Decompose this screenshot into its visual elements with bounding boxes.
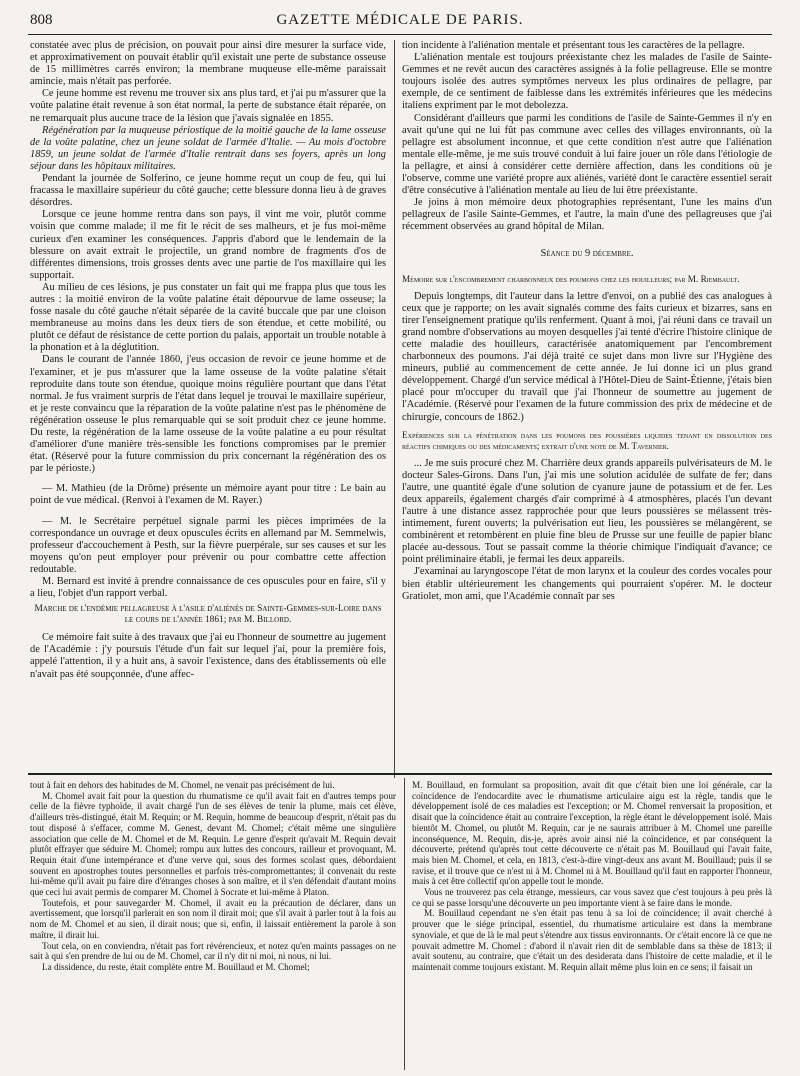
page-number: 808 [30, 12, 53, 28]
session-heading: Séance du 9 décembre. [540, 247, 634, 259]
paragraph: Lorsque ce jeune homme rentra dans son pays, il vint me voir, plutôt comme voisin que comme malade; il me fit le récit de ses malheurs, et je fus moi-même curieux d'en examiner les conséquences. J'appris d'abord que le lendemain de la blessure on avait extrait le projectile, un grand nombre de fragments d'os de différentes dimensions, trois grosses dents avec une partie de l'os maxillaire qui les supportait. [30, 209, 386, 281]
paragraph: Considérant d'ailleurs que parmi les conditions de l'asile de Sainte-Gemmes il n'y en avait qu'une qui ne lui fût pas commune avec celles des villages environnants, où la pellagre est absolument inconnue, et que cette condition n'est autre que l'aliénation mentale elle-même, je me suis trouvé conduit à lui faire jouer un rôle dans l'étiologie de la pellagre, et ainsi à considérer cette dernière affection, dans les conditions où je l'observe, comme une variété propre aux aliénés, variété dont le caractère essentiel serait d'être consécutive à l'aliénation mentale au lieu de lui être préexistante. [402, 112, 772, 197]
paragraph: M. Bouillaud, en formulant sa proposition, avait dit que c'était bien une loi générale, car la coïncidence de l'endocardite avec le rhumatisme articulaire aigu est la règle, tandis que le développement isolé de ces maladies est l'exception; or M. Chomel renversait la proposition, et disait que la coïncidence était au contraire l'exception, la règle étant le développement isolé. Mais bientôt M. Chomel, ou plutôt M. Requin, car je ne saurais attribuer à M. Chomel une pareille inconséquence, M. Requin, dis-je, après avoir ainsi nié la coïncidence, et par conséquent la découverte, prétend qu'après tout cette découverte ce n'était pas M. Bouillaud qui l'avait faite, mais bien M. Chomel, et cela, en 1813, c'est-à-dire vingt-deux ans avant M. Bouillaud; puis il se ravise, et il trouve que ce n'est ni à M. Chomel ni à M. Bouillaud qu'il faut en rapporter l'honneur, mais à cet être collectif qu'on appelle tout le monde. [412, 780, 772, 887]
paragraph: Ce jeune homme est revenu me trouver six ans plus tard, et j'ai pu m'assurer que la voûte palatine était revenue à son état normal, la perte de substance était réparée, on ne remarquait plus aucune trace de la lésion que j'avais signalée en 1855. [30, 88, 386, 124]
paragraph: M. Bernard est invité à prendre connaissance de ces opuscules pour en faire, s'il y a lieu, l'objet d'un rapport verbal. [30, 576, 386, 600]
paragraph: — M. Mathieu (de la Drôme) présente un mémoire ayant pour titre : Le bain au point de vue médical. (Renvoi à l'examen de M. Rayer.) [30, 483, 386, 507]
paragraph: tout à fait en dehors des habitudes de M. Chomel, ne venait pas précisément de lui. [30, 780, 335, 790]
paragraph: Dans le courant de l'année 1860, j'eus occasion de revoir ce jeune homme et de l'examiner, et je pus m'assurer que la lame osseuse de la voûte palatine s'était reproduite dans toute son étendue, quoique moins régulière pourtant que dans l'état normal. Je fus vraiment surpris de l'état dans lequel je trouvai le maxillaire supérieur, et je reste convaincu que la réparation de la voûte palatine n'est pas le phénomène de régénération osseuse le plus remarquable qui se soit produit chez ce jeune homme. Du reste, la régénération de la lame osseuse de la voûte palatine a eu pour résultat d'améliorer d'une manière très-sensible les fonctions compromises par le premier état. (Réservé pour la future commission du prix concernant la régénération des os par le périoste.) [30, 354, 386, 475]
paragraph: L'aliénation mentale est toujours préexistante chez les malades de l'asile de Sainte-Gemmes et ne revêt aucun des caractères assignés à la folie pellagreuse. Elle se montre toujours isolée des autres symptômes nerveux les plus ordinaires de pellagre, par exemple, de ce sentiment de faiblesse dans les extrémités inférieures que les médecins italiens expriment par le mot debolezza. [402, 52, 772, 112]
paragraph: La dissidence, du reste, était complète entre M. Bouillaud et M. Chomel; [42, 961, 310, 972]
paragraph: Je joins à mon mémoire deux photographies représentant, l'une les mains d'un pellagreux de l'asile Sainte-Gemmes, et l'autre, la main d'une des pellagreuses que j'ai récemment observées au grand hôpital de Milan. [402, 197, 772, 233]
page-header [28, 8, 772, 35]
paragraph: Depuis longtemps, dit l'auteur dans la lettre d'envoi, on a publié des cas analogues à ceux que je rapporte; on les avait signalés comme des faits curieux et bizarres, sans en tirer l'enseignement pratique qu'ils renferment. Quant à moi, j'ai réuni dans ce travail un grand nombre d'observations au moyen desquelles j'ai tenté d'écrire l'histoire clinique de cette maladie des houilleurs, caractérisée anatomiquement par l'encombrement charbonneux des poumons. J'ai déjà traité ce sujet dans mon livre sur l'Hygiène des mineurs, publié au commencement de cette année. Je lui donne ici un plus grand développement. Chargé d'un service médical à l'Hôtel-Dieu de Saint-Étienne, j'étais bien placé pour m'occuper du travail que j'ai l'honneur de soumettre au jugement de l'Académie. (Réservé pour l'examen de la future commission des prix de médecine et de chirurgie, concours de 1862.) [402, 290, 772, 423]
paragraph: Vous ne trouverez pas cela étrange, messieurs, car vous savez que c'est toujours à peu près là ce qui se passe lorsqu'une découverte un peu importante vient à se faire dans le monde. [412, 887, 772, 908]
paragraph: tion incidente à l'aliénation mentale et présentant tous les caractères de la pellagre. [402, 40, 745, 51]
paragraph: Toutefois, et pour sauvegarder M. Chomel, il avait eu la précaution de déclarer, dans un avertissement, que lorsqu'il parlerait en son nom il dirait moi; que s'il avait à parler tout à la fois au nom de M. Chomel et au sien, il dirait nous; que si, enfin, il laissait entièrement la parole à son maître, il dirait lui. [30, 897, 396, 940]
paragraph: — M. le Secrétaire perpétuel signale parmi les pièces imprimées de la correspondance un ouvrage et deux opuscules écrits en allemand par M. Semmelwis, professeur d'accouchement à Pesth, sur la fièvre puerpérale, sur ses causes et sur les moyens qu'on peut employer pour prévenir ou pour combattre cette affection redoutable. [30, 515, 386, 575]
article-heading: Expériences sur la pénétration dans les poumons des poussières liquides tenant en dissolution des réactifs chimiques ou des médicaments; extrait d'une note de M. Tavernier. [402, 429, 772, 451]
subsection-title: Régénération par la muqueuse périostique de la moitié gauche de la lame osseuse de la voûte palatine, chez un jeune soldat de l'armée d'Italie. — Au mois d'octobre 1859, un jeune soldat de l'armée d'Italie rentrait dans ses foyers, après un long séjour dans les hôpitaux militaires. [30, 124, 386, 172]
lower-right-column [412, 780, 772, 1070]
journal-title: GAZETTE MÉDICALE DE PARIS. [276, 12, 524, 28]
column-divider [394, 40, 395, 778]
paragraph: constatée avec plus de précision, on pouvait pour ainsi dire mesurer la surface vide, et approximativement on pouvait établir qu'il existait une perte de substance osseuse de 15 millimètres carrés environ; la membrane muqueuse elle-même paraissait amincie, mais n'était pas perforée. [30, 40, 386, 88]
column-divider [404, 778, 405, 1070]
paragraph: Tout cela, on en conviendra, n'était pas fort révérencieux, et notez qu'en maints passages on ne sait à qui s'en prendre de lui ou de M. Chomel, car il n'y dit ni moi, ni nous, ni lui. [30, 940, 396, 962]
paragraph: Pendant la journée de Solferino, ce jeune homme reçut un coup de feu, qui lui fracassa le maxillaire supérieur du côté gauche; cette blessure donna lieu à de graves désordres. [30, 173, 386, 209]
article-heading: Mémoire sur l'encombrement charbonneux des poumons chez les houilleurs; par M. Riembault. [402, 273, 740, 284]
upper-left-column [30, 40, 386, 782]
lower-left-column [30, 780, 396, 1070]
article-heading: Marche de l'endémie pellagreuse à l'asile d'aliénés de Sainte-Gemmes-sur-Loire dans le cours de l'année 1861; par M. Billord. [34, 604, 382, 626]
paragraph: M. Chomel avait fait pour la question du rhumatisme ce qu'il avait fait en d'autres temps pour celle de la fièvre typhoïde, il avait chargé l'un de ses élèves de tenir la plume, mais cet élève, d'ailleurs très-distingué, était M. Requin; or M. Requin, homme de beaucoup d'esprit, n'était pas du tout disposé à s'effacer, comme M. Genest, devant M. Chomel; c'était même une singulière association que celle de M. Chomel et de M. Requin. Le genre d'esprit qu'avait M. Requin devait plutôt effrayer que séduire M. Chomel; rompu aux luttes des concours, railleur et provoquant, M. Requin était d'une intempérance et d'une verve qui, sous des formes scolast ques, débordaient souvent en apostrophes toutes personnelles et parfois très-compromettantes; il convenait du reste lui-même qu'il avait pu faire dire d'étranges choses à son maître, et il s'en défendait d'autant moins que ceci lui avait permis de comparer M. Chomel à Socrate et lui-même à Platon. [30, 790, 396, 898]
paragraph: Au milieu de ces lésions, je pus constater un fait qui me frappa plus que tous les autres : la moitié environ de la voûte palatine était dépourvue de lame osseuse; la fosse nasale du côté gauche n'était séparée de la cavité buccale que par une cloison membraneuse au moins dans les deux tiers de son étendue, et cette mobilité, ou plutôt ce défaut de résistance de cette portion du palais, apportait un trouble notable à la phonation et à la déglutition. [30, 281, 386, 354]
paragraph: M. Bouillaud cependant ne s'en était pas tenu à sa loi de coïncidence; il avait cherché à prouver que le siége principal, essentiel, du rhumatisme articulaire est dans la membrane synoviale, et que de là le mal peut s'étendre aux tissus environnants. Or c'était encore là ce que ne pouvait admettre M. Chomel : d'abord il n'avait rien dit de semblable dans sa thèse de 1813; il avait soutenu, au contraire, que c'était un des desiderata dans l'histoire de cette maladie, et il le maintenait comme toujours existant. M. Requin allait même plus loin en ce sens; il faisait un [412, 908, 772, 972]
section-divider [28, 773, 772, 775]
paragraph: Ce mémoire fait suite à des travaux que j'ai eu l'honneur de soumettre au jugement de l'Académie : j'y poursuis l'étude d'un fait sur lequel j'ai, pour la première fois, appelé l'attention, il y a huit ans, à savoir l'existence, dans des établissements où elle n'avait pas été soupçonnée, d'une affec- [30, 632, 386, 680]
paragraph: J'examinai au laryngoscope l'état de mon larynx et la couleur des cordes vocales pour bien établir ultérieurement les changements qui pourraient s'opérer. M. le docteur Gratiolet, mon ami, que l'Académie connaît par ses [402, 566, 772, 602]
paragraph: ... Je me suis procuré chez M. Charrière deux grands appareils pulvérisateurs de M. le docteur Sales-Girons. Dans l'un, j'ai mis une solution acidulée de sulfate de fer; dans l'autre, une quantité égale d'une solution de cyanure jaune de potassium et de fer. Les deux appareils, également chargés d'air comprimé à 4 atmosphères, placés l'un devant l'autre à une distance assez rapprochée pour que leurs poussières se mélassent très-intimement, furent ouverts; la pulvérisation eut lieu, les poussières se mélangèrent, se combinèrent et retombèrent en pluie fine bleu de Prusse sur une feuille de papier blanc placée au-dessous. Tout se passait comme la théorie chimique l'indiquait d'avance; ce point préliminaire établi, je fermai les deux appareils. [402, 457, 772, 566]
upper-right-column [402, 40, 772, 782]
